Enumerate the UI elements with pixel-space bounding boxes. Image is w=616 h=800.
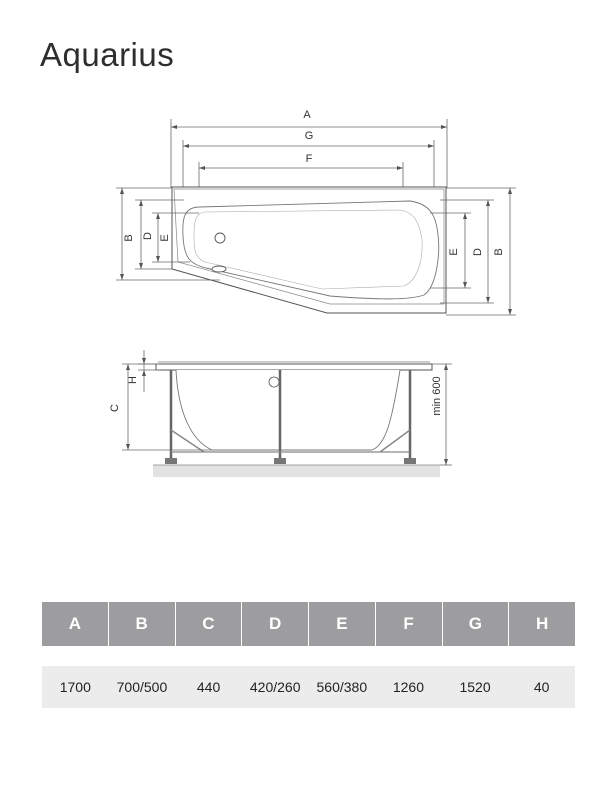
table-header-cell: A (42, 602, 109, 646)
product-title: Aquarius (40, 36, 175, 73)
table-header-row (42, 602, 575, 646)
dim-label-c: C (109, 404, 121, 412)
dimensions-table (42, 602, 575, 708)
dim-label-h: H (127, 376, 139, 384)
table-header-cell: F (376, 602, 443, 646)
table-cell: 1260 (392, 679, 425, 695)
dim-label-b-left: B (123, 234, 135, 242)
table-cell: 420/260 (249, 679, 301, 695)
table-row (42, 666, 575, 708)
table-header-cell: E (309, 602, 376, 646)
dim-label-min-600: min 600 (431, 376, 443, 416)
dim-label-a: A (303, 109, 311, 121)
table-header-cell: G (443, 602, 510, 646)
table-header-cell: C (176, 602, 243, 646)
table-cell: 1700 (59, 679, 91, 695)
side-view (109, 350, 452, 477)
top-view (116, 109, 516, 315)
table-cell: 700/500 (116, 679, 168, 695)
dim-label-g: G (304, 130, 314, 142)
table-cell: 560/380 (316, 679, 368, 695)
dim-label-d-left: D (142, 232, 154, 240)
dim-label-e-left: E (159, 234, 171, 242)
dim-label-e-right: E (448, 248, 460, 256)
table-header-cell: H (509, 602, 575, 646)
table-header-cell: D (242, 602, 309, 646)
dim-label-d-right: D (472, 248, 484, 256)
dim-label-f: F (305, 153, 313, 165)
table-cell: 40 (533, 679, 550, 695)
table-cell: 440 (196, 679, 221, 695)
table-cell: 1520 (459, 679, 491, 695)
dim-label-b-right: B (493, 248, 505, 256)
table-header-cell: B (109, 602, 176, 646)
